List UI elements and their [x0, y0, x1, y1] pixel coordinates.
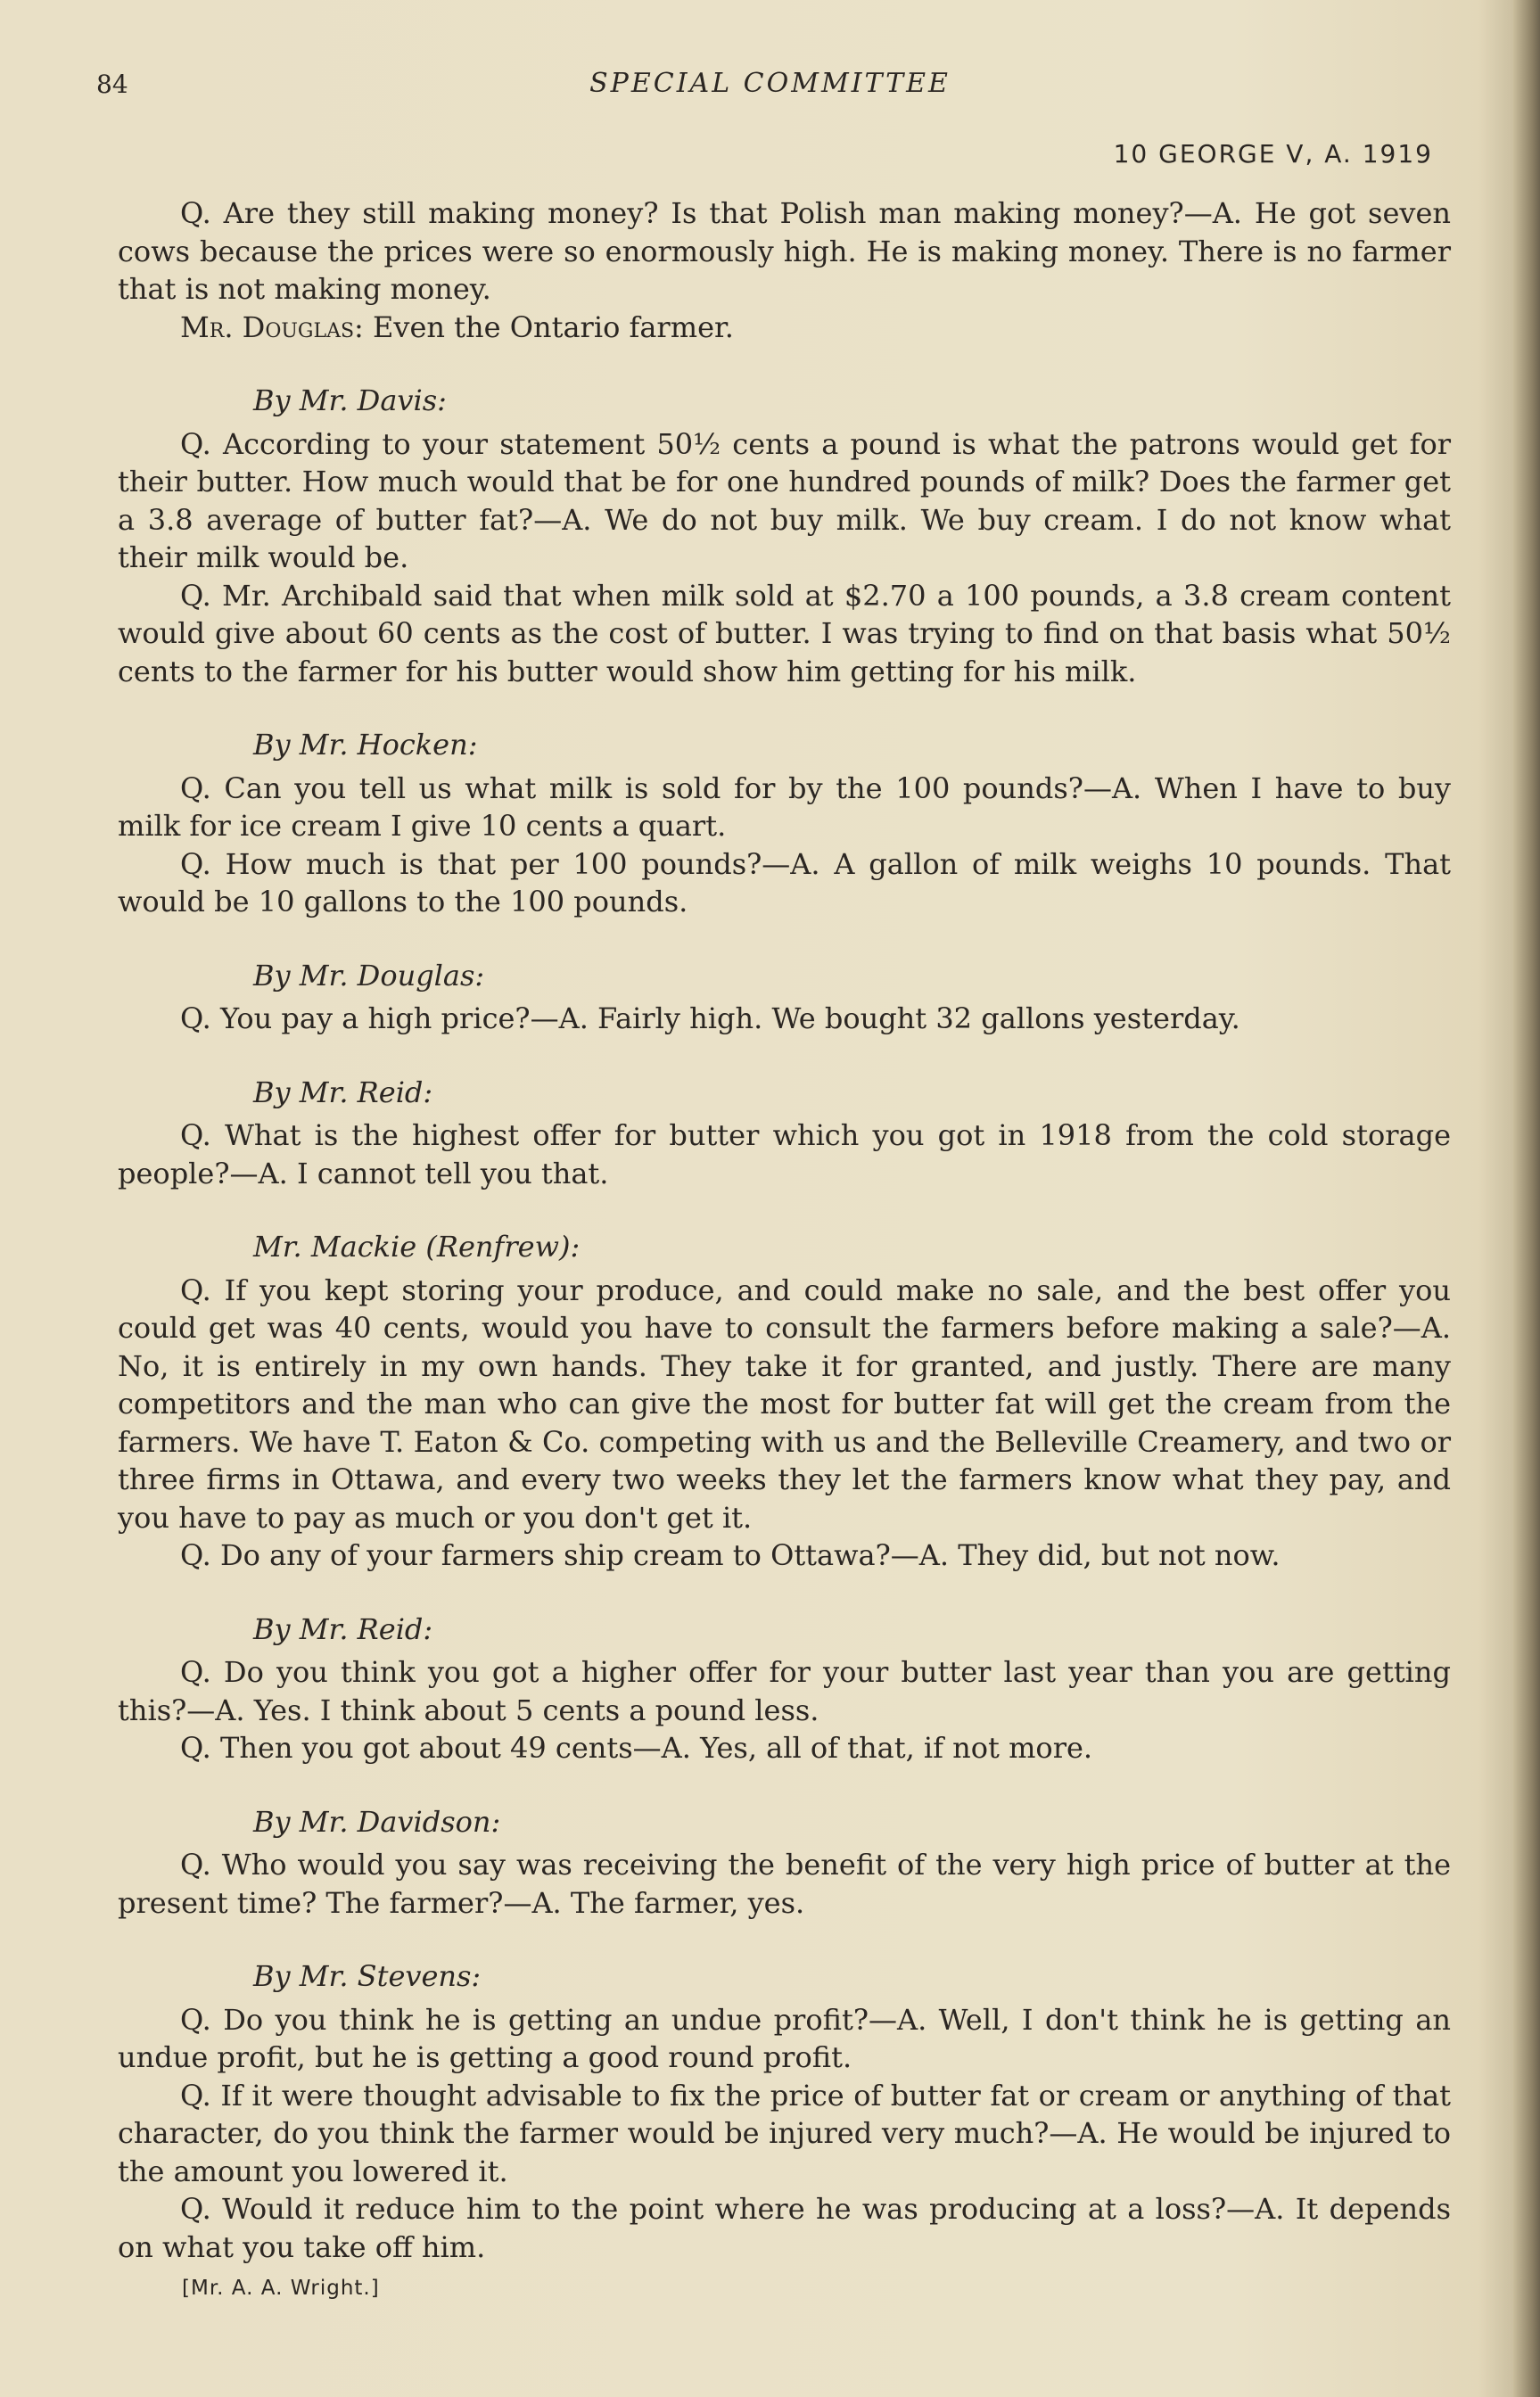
question-answer-paragraph: Q. How much is that per 100 pounds?—A. A gallon of milk weighs 10 pounds. That would be 10 gallons to the 100 pounds.: [118, 846, 1451, 918]
transcript-body: [118, 194, 1451, 2308]
interjection-text: Even the Ontario farmer.: [363, 309, 734, 344]
examiner-heading: By Mr. Davidson:: [253, 1804, 501, 1839]
examiner-heading: By Mr. Douglas:: [253, 958, 485, 993]
witness-credit: [Mr. A. A. Wright.]: [182, 2277, 380, 2300]
session-label: 10 GEORGE V, A. 1919: [1113, 139, 1433, 169]
examiner-heading: By Mr. Stevens:: [253, 1959, 482, 1993]
question-answer-paragraph: Q. Do any of your farmers ship cream to Ottawa?—A. They did, but not now.: [180, 1538, 1281, 1572]
running-head: SPECIAL COMMITTEE: [589, 68, 951, 99]
question-answer-paragraph: Q. Do you think you got a higher offer for your butter last year than you are getting this?—A. Yes. I think about 5 cents a pound less.: [118, 1655, 1451, 1727]
book-spine-shadow: [1513, 0, 1540, 2397]
question-answer-paragraph: Q. You pay a high price?—A. Fairly high. We bought 32 gallons yesterday.: [180, 1001, 1240, 1035]
interjection-paragraph: [118, 309, 1451, 347]
examiner-heading: By Mr. Hocken:: [253, 728, 478, 762]
page-number: 84: [96, 70, 128, 99]
question-answer-paragraph: Q. Are they still making money? Is that Polish man making money?—A. He got seven cows because the prices were so enormously high. He is making money. There is no farmer that is not making money.: [118, 196, 1451, 306]
question-answer-paragraph: Q. Then you got about 49 cents—A. Yes, all of that, if not more.: [180, 1731, 1093, 1765]
question-answer-paragraph: Q. Can you tell us what milk is sold for by the 100 pounds?—A. When I have to buy milk for ice cream I give 10 cents a quart.: [118, 770, 1451, 843]
question-answer-paragraph: Q. If you kept storing your produce, and could make no sale, and the best offer you could get was 40 cents, would you have to consult the farmers before making a sale?—A. No, it is entirely in my own hands. They take it for granted, and justly. There are many competitors and the man who can give the most for butter fat will get the cream from the farmers. We have T. Eaton & Co. competing with us and the Belleville Creamery, and two or three firms in Ottawa, and every two weeks they let the farmers know what they pay, and you have to pay as much or you don't get it.: [118, 1273, 1451, 1535]
question-answer-paragraph: Q. According to your statement 50½ cents a pound is what the patrons would get for their butter. How much would that be for one hundred pounds of milk? Does the farmer get a 3.8 average of butter fat?—A. We do not buy milk. We buy cream. I do not know what their milk would be.: [118, 426, 1451, 574]
question-answer-paragraph: Q. What is the highest offer for butter which you got in 1918 from the cold storage people?—A. I cannot tell you that.: [118, 1118, 1451, 1190]
examiner-heading: By Mr. Reid:: [253, 1611, 433, 1646]
interjection-speaker: Mr. Douglas:: [180, 309, 364, 344]
examiner-heading: Mr. Mackie (Renfrew):: [253, 1230, 581, 1264]
question-answer-paragraph: Q. Would it reduce him to the point where he was producing at a loss?—A. It depends on what you take off him.: [118, 2192, 1451, 2264]
question-answer-paragraph: Q. If it were thought advisable to fix the price of butter fat or cream or anything of that character, do you think the farmer would be injured very much?—A. He would be injured to the amount you lowered it.: [118, 2078, 1451, 2188]
examiner-heading: By Mr. Davis:: [253, 383, 447, 417]
examiner-heading: By Mr. Reid:: [253, 1075, 433, 1109]
question-answer-paragraph: Q. Mr. Archibald said that when milk sold at $2.70 a 100 pounds, a 3.8 cream content would give about 60 cents as the cost of butter. I was trying to find on that basis what 50½ cents to the farmer for his butter would show him getting for his milk.: [118, 578, 1451, 688]
question-answer-paragraph: Q. Do you think he is getting an undue profit?—A. Well, I don't think he is getting an undue profit, but he is getting a good round profit.: [118, 2002, 1451, 2074]
question-answer-paragraph: Q. Who would you say was receiving the benefit of the very high price of butter at the present time? The farmer?—A. The farmer, yes.: [118, 1848, 1451, 1920]
